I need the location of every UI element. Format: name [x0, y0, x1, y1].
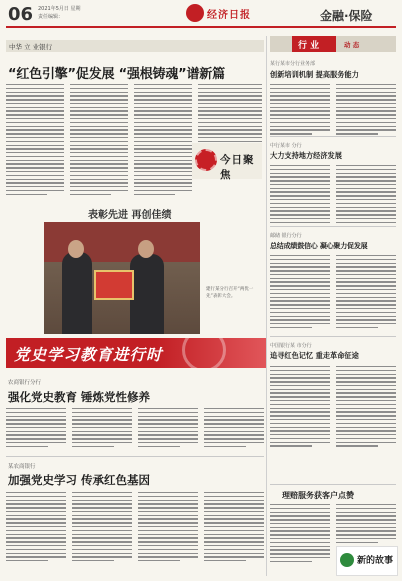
industry-item-1-body-b — [336, 84, 396, 135]
industry-item-3-body-b — [336, 255, 396, 328]
article-2-col-2 — [72, 408, 132, 447]
header-divider — [6, 26, 396, 28]
article-1-col-3 — [134, 84, 192, 195]
article-3-kicker: 某农商银行 — [8, 464, 36, 470]
article-2-divider — [6, 456, 264, 457]
industry-sub: 动 态 — [344, 41, 360, 49]
ad-text: 新的故事 — [357, 556, 394, 566]
industry-item-3-body-a — [270, 255, 330, 328]
sun-icon — [195, 149, 217, 171]
article-3-col-4 — [204, 492, 264, 561]
industry-divider-3 — [270, 336, 396, 337]
article-1-col-1 — [6, 84, 64, 195]
article-2-kicker: 农商银行分行 — [8, 380, 42, 386]
industry-item-4-title: 追寻红色记忆 重走革命征途 — [270, 351, 359, 360]
today-focus-box — [192, 143, 262, 179]
article-3-title: 加强党史学习 传承红色基因 — [8, 473, 151, 487]
industry-item-4-body-a — [270, 366, 330, 447]
industry-item-4-body-b — [336, 366, 396, 447]
article-2-title: 强化党史教育 锤炼党性修养 — [8, 390, 151, 404]
industry-item-2-title: 大力支持地方经济发展 — [270, 151, 342, 160]
advertisement — [336, 546, 398, 576]
certificate — [94, 270, 134, 300]
masthead-name: 经济日报 — [207, 10, 251, 21]
banner-text: 党史学习教育进行时 — [14, 346, 163, 364]
section-name: 金融·保险 — [320, 9, 373, 23]
industry-item-1-body-a — [270, 84, 330, 135]
article-4-top-rule — [270, 484, 396, 485]
article-1-kicker: 中华 立 业银行 — [9, 43, 53, 51]
article-1-title: “红色引擎”促发展 “强根铸魂”谱新篇 — [8, 67, 225, 82]
industry-item-3-kicker: 邮储 银行分行 — [270, 233, 302, 239]
industry-item-4-kicker: 中国银行某 市分行 — [270, 343, 312, 349]
award-photo — [44, 222, 200, 334]
article-4-body-b — [336, 504, 396, 543]
industry-header — [270, 36, 396, 52]
page-number: 06 — [8, 4, 34, 25]
article-2-col-1 — [6, 408, 66, 447]
article-3-col-1 — [6, 492, 66, 561]
column-divider-lower — [266, 336, 267, 576]
industry-item-1-title: 创新培训机制 提高服务能力 — [270, 70, 359, 79]
article-4-title: 理赔服务获客户点赞 — [282, 491, 354, 500]
date-line: 2021年5月日 星期 — [38, 6, 81, 12]
article-1-col-2 — [70, 84, 128, 195]
page-header — [0, 0, 402, 34]
editor-line: 责任编辑： — [38, 14, 64, 20]
article-4-body-a — [270, 504, 330, 562]
article-3-col-2 — [72, 492, 132, 561]
masthead-logo — [186, 4, 204, 22]
today-focus-text: 今日聚焦 — [220, 154, 255, 181]
article-2-col-3 — [138, 408, 198, 447]
industry-item-3-title: 总结成绩鼓信心 凝心聚力促发展 — [270, 242, 368, 250]
industry-label: 行 业 — [298, 41, 320, 51]
industry-item-1-kicker: 某行某市分行业务部 — [270, 61, 316, 67]
party-history-banner — [6, 338, 266, 368]
photo-caption: 建行某分行召开“两优一先”表彰大会。 — [206, 287, 254, 299]
column-divider — [266, 36, 267, 336]
article-2-col-4 — [204, 408, 264, 447]
industry-item-2-body-b — [336, 165, 396, 227]
industry-item-2-kicker: 中行某市 分行 — [270, 143, 302, 149]
industry-divider-2 — [270, 226, 396, 227]
ad-logo-icon — [340, 553, 354, 567]
industry-divider-1 — [270, 136, 396, 137]
photo-title: 表彰先进 再创佳绩 — [88, 210, 172, 221]
article-3-col-3 — [138, 492, 198, 561]
industry-item-2-body-a — [270, 165, 330, 227]
